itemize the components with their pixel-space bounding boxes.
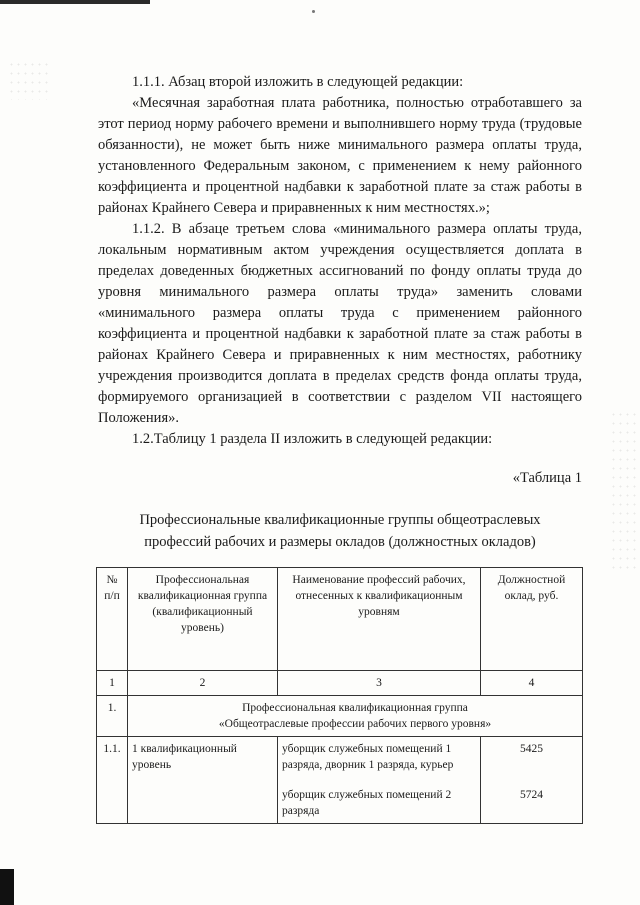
profession-list: уборщик служебных помещений 2 разряда (278, 777, 481, 824)
paragraph-quote-salary: «Месячная заработная плата работника, полностью отработавшего за этот период норму рабочего времени и выполнившего норму труда (трудовые обязанности), не может быть ниже минимального размера оплаты труда, установленного Федеральным законом, с применением к нему районного коэффициента и процентной надбавки к заработной плате за стаж работы в районах Крайнего Севера и приравненных к ним местностях.»; (98, 95, 582, 216)
header-professions: Наименование профессий рабочих, отнесенных к квалификационным уровням (278, 568, 481, 671)
column-number-2: 2 (128, 671, 278, 696)
group-name (128, 696, 583, 737)
qualification-level: 1 квалификационный уровень (128, 737, 278, 778)
scan-edge-mark-bottom (0, 869, 14, 905)
salary-value: 5724 (481, 777, 583, 824)
table-title-line-2: профессий рабочих и размеры окладов (должностных окладов) (144, 534, 536, 550)
document-body (98, 72, 582, 450)
table-header-row (97, 568, 583, 671)
group-name-line-1: Профессиональная квалификационная группа (242, 702, 468, 714)
table-title-line-1: Профессиональные квалификационные группы общеотраслевых (139, 512, 541, 528)
group-name-line-2: «Общеотраслевые профессии рабочих первого уровня» (218, 718, 492, 730)
scan-noise-right (610, 410, 636, 570)
row-number-empty (97, 777, 128, 824)
paragraph-1-2: 1.2.Таблицу 1 раздела II изложить в следующей редакции: (132, 431, 493, 447)
header-salary: Должностной оклад, руб. (481, 568, 583, 671)
profession-list: уборщик служебных помещений 1 разряда, дворник 1 разряда, курьер (278, 737, 481, 778)
column-number-row (97, 671, 583, 696)
table-row (97, 777, 583, 824)
table-row (97, 737, 583, 778)
scan-noise-left (8, 60, 48, 100)
scan-dot (312, 10, 315, 13)
table-label: «Таблица 1 (512, 470, 582, 486)
row-number: 1.1. (97, 737, 128, 778)
qualification-level-empty (128, 777, 278, 824)
header-group: Профессиональная квалификационная группа (квалификационный уровень) (128, 568, 278, 671)
paragraph-1-1-1: 1.1.1. Абзац второй изложить в следующей редакции: (132, 74, 464, 90)
column-number-1: 1 (97, 671, 128, 696)
salary-table (96, 567, 583, 824)
column-number-4: 4 (481, 671, 583, 696)
group-number: 1. (97, 696, 128, 737)
group-row-1 (97, 696, 583, 737)
column-number-3: 3 (278, 671, 481, 696)
salary-value: 5425 (481, 737, 583, 778)
scan-edge-mark (0, 0, 150, 4)
table-title (98, 509, 582, 553)
header-number: № п/п (97, 568, 128, 671)
paragraph-1-1-2: 1.1.2. В абзаце третьем слова «минимального размера оплаты труда, локальным нормативным актом учреждения осуществляется доплата в пределах доведенных бюджетных ассигнований по фонду оплаты труда до уровня минимального размера оплаты труда» заменить словами «минимального размера оплаты труда с применением районного коэффициента и процентной надбавки к заработной плате за стаж работы в районах Крайнего Севера и приравненных к ним местностях, работнику учреждения производится доплата в пределах средств фонда оплаты труда, формируемого организацией в соответствии с разделом VII настоящего Положения». (98, 221, 582, 426)
